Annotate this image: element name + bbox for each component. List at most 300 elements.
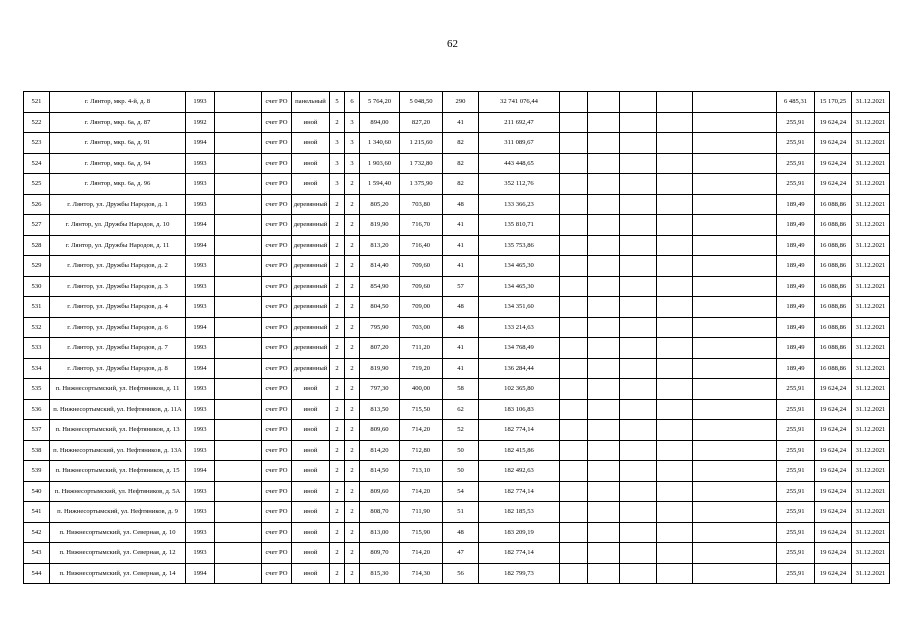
address-cell: п. Нижнесортымский, ул. Северная, д. 12 [50,543,186,564]
year-cell: 1994 [186,133,215,154]
empty-cell [657,420,693,441]
date-cell: 31.12.2021 [852,317,890,338]
entrances-cell: 2 [345,174,360,195]
floors-cell: 2 [330,215,345,236]
rate-cell: 255,91 [777,481,815,502]
address-cell: г. Лянтор, ул. Дружбы Народов, д. 8 [50,358,186,379]
address-cell: п. Нижнесортымский, ул. Северная, д. 10 [50,522,186,543]
empty-cell [657,153,693,174]
page-number: 62 [447,38,458,50]
cost-cell: 134 465,30 [479,256,560,277]
floors-cell: 2 [330,256,345,277]
empty-cell [657,215,693,236]
empty-cell [215,92,262,113]
empty-cell [657,92,693,113]
empty-cell [657,174,693,195]
max-cost-cell: 19 624,24 [815,440,852,461]
empty-cell [693,379,777,400]
empty-cell [215,420,262,441]
area-total-cell: 814,50 [360,461,400,482]
wall-material-cell: иной [292,420,330,441]
funding-method-cell: счет РО [262,338,292,359]
empty-cell [215,133,262,154]
empty-cell [560,420,588,441]
rate-cell: 189,49 [777,235,815,256]
floors-cell: 2 [330,297,345,318]
date-cell: 31.12.2021 [852,133,890,154]
address-cell: г. Лянтор, ул. Дружбы Народов, д. 7 [50,338,186,359]
max-cost-cell: 19 624,24 [815,133,852,154]
empty-cell [620,481,657,502]
empty-cell [693,112,777,133]
area-total-cell: 795,90 [360,317,400,338]
max-cost-cell: 19 624,24 [815,502,852,523]
cost-cell: 135 810,71 [479,215,560,236]
rate-cell: 189,49 [777,338,815,359]
row-number: 521 [24,92,50,113]
empty-cell [560,153,588,174]
year-cell: 1993 [186,543,215,564]
cost-cell: 134 465,30 [479,276,560,297]
empty-cell [620,440,657,461]
row-number: 535 [24,379,50,400]
max-cost-cell: 16 088,86 [815,235,852,256]
date-cell: 31.12.2021 [852,481,890,502]
wall-material-cell: иной [292,543,330,564]
entrances-cell: 2 [345,215,360,236]
empty-cell [588,522,620,543]
area-living-cell: 716,40 [400,235,443,256]
rate-cell: 255,91 [777,502,815,523]
empty-cell [215,502,262,523]
address-cell: г. Лянтор, мкр. 6а, д. 91 [50,133,186,154]
funding-method-cell: счет РО [262,502,292,523]
empty-cell [620,256,657,277]
residents-cell: 54 [443,481,479,502]
max-cost-cell: 19 624,24 [815,420,852,441]
entrances-cell: 2 [345,276,360,297]
table-body [24,92,890,584]
entrances-cell: 3 [345,133,360,154]
residents-cell: 41 [443,112,479,133]
area-living-cell: 703,00 [400,317,443,338]
rate-cell: 6 485,31 [777,92,815,113]
floors-cell: 2 [330,502,345,523]
empty-cell [215,481,262,502]
year-cell: 1992 [186,112,215,133]
wall-material-cell: деревянный [292,358,330,379]
funding-method-cell: счет РО [262,92,292,113]
funding-method-cell: счет РО [262,235,292,256]
empty-cell [693,92,777,113]
empty-cell [588,276,620,297]
empty-cell [657,522,693,543]
entrances-cell: 2 [345,297,360,318]
empty-cell [560,440,588,461]
rate-cell: 189,49 [777,256,815,277]
empty-cell [560,133,588,154]
empty-cell [620,461,657,482]
rate-cell: 255,91 [777,543,815,564]
empty-cell [560,563,588,584]
floors-cell: 2 [330,440,345,461]
empty-cell [215,297,262,318]
area-living-cell: 827,20 [400,112,443,133]
empty-cell [588,543,620,564]
floors-cell: 3 [330,133,345,154]
date-cell: 31.12.2021 [852,379,890,400]
table-row [24,358,890,379]
row-number: 543 [24,543,50,564]
table-row [24,276,890,297]
area-total-cell: 804,50 [360,297,400,318]
year-cell: 1993 [186,92,215,113]
empty-cell [620,563,657,584]
entrances-cell: 2 [345,379,360,400]
area-total-cell: 819,90 [360,215,400,236]
address-cell: п. Нижнесортымский, ул. Нефтяников, д. 11 [50,379,186,400]
row-number: 534 [24,358,50,379]
entrances-cell: 2 [345,194,360,215]
address-cell: п. Нижнесортымский, ул. Нефтяников, д. 15 [50,461,186,482]
entrances-cell: 2 [345,440,360,461]
date-cell: 31.12.2021 [852,440,890,461]
entrances-cell: 2 [345,317,360,338]
cost-cell: 182 492,63 [479,461,560,482]
row-number: 529 [24,256,50,277]
residents-cell: 41 [443,338,479,359]
table-row [24,563,890,584]
empty-cell [657,461,693,482]
table-row [24,461,890,482]
rate-cell: 255,91 [777,112,815,133]
empty-cell [693,256,777,277]
empty-cell [588,379,620,400]
address-cell: г. Лянтор, мкр. 4-й, д. 8 [50,92,186,113]
entrances-cell: 2 [345,522,360,543]
year-cell: 1993 [186,338,215,359]
floors-cell: 2 [330,379,345,400]
area-living-cell: 703,80 [400,194,443,215]
floors-cell: 2 [330,358,345,379]
address-cell: г. Лянтор, ул. Дружбы Народов, д. 4 [50,297,186,318]
address-cell: г. Лянтор, ул. Дружбы Народов, д. 10 [50,215,186,236]
residents-cell: 51 [443,502,479,523]
empty-cell [588,338,620,359]
rate-cell: 189,49 [777,317,815,338]
row-number: 523 [24,133,50,154]
cost-cell: 182 774,14 [479,481,560,502]
wall-material-cell: иной [292,399,330,420]
row-number: 527 [24,215,50,236]
wall-material-cell: деревянный [292,338,330,359]
cost-cell: 133 366,23 [479,194,560,215]
wall-material-cell: деревянный [292,215,330,236]
area-living-cell: 711,90 [400,502,443,523]
rate-cell: 189,49 [777,276,815,297]
wall-material-cell: иной [292,522,330,543]
table-row [24,153,890,174]
empty-cell [560,338,588,359]
date-cell: 31.12.2021 [852,502,890,523]
empty-cell [588,133,620,154]
max-cost-cell: 16 088,86 [815,256,852,277]
row-number: 533 [24,338,50,359]
empty-cell [620,317,657,338]
wall-material-cell: деревянный [292,194,330,215]
cost-cell: 136 284,44 [479,358,560,379]
cost-cell: 211 692,47 [479,112,560,133]
year-cell: 1993 [186,297,215,318]
empty-cell [657,563,693,584]
row-number: 528 [24,235,50,256]
row-number: 536 [24,399,50,420]
residents-cell: 57 [443,276,479,297]
wall-material-cell: иной [292,133,330,154]
year-cell: 1993 [186,276,215,297]
empty-cell [588,215,620,236]
empty-cell [693,522,777,543]
empty-cell [657,276,693,297]
max-cost-cell: 19 624,24 [815,153,852,174]
entrances-cell: 2 [345,502,360,523]
address-cell: г. Лянтор, ул. Дружбы Народов, д. 11 [50,235,186,256]
empty-cell [215,563,262,584]
cost-cell: 134 768,49 [479,338,560,359]
residents-cell: 50 [443,461,479,482]
area-living-cell: 716,70 [400,215,443,236]
area-total-cell: 813,00 [360,522,400,543]
rate-cell: 255,91 [777,153,815,174]
table-row [24,112,890,133]
empty-cell [215,153,262,174]
floors-cell: 2 [330,317,345,338]
empty-cell [215,543,262,564]
empty-cell [560,92,588,113]
year-cell: 1993 [186,440,215,461]
empty-cell [215,215,262,236]
max-cost-cell: 19 624,24 [815,481,852,502]
empty-cell [560,256,588,277]
empty-cell [588,256,620,277]
max-cost-cell: 19 624,24 [815,399,852,420]
year-cell: 1994 [186,461,215,482]
address-cell: г. Лянтор, ул. Дружбы Народов, д. 3 [50,276,186,297]
address-cell: п. Нижнесортымский, ул. Нефтяников, д. 13А [50,440,186,461]
table-row [24,194,890,215]
area-living-cell: 714,20 [400,543,443,564]
wall-material-cell: деревянный [292,276,330,297]
empty-cell [588,440,620,461]
empty-cell [657,256,693,277]
area-total-cell: 807,20 [360,338,400,359]
address-cell: п. Нижнесортымский, ул. Северная, д. 14 [50,563,186,584]
empty-cell [215,440,262,461]
empty-cell [588,502,620,523]
entrances-cell: 2 [345,543,360,564]
wall-material-cell: деревянный [292,256,330,277]
residents-cell: 82 [443,153,479,174]
rate-cell: 255,91 [777,420,815,441]
residents-cell: 48 [443,194,479,215]
year-cell: 1993 [186,153,215,174]
date-cell: 31.12.2021 [852,399,890,420]
address-cell: п. Нижнесортымский, ул. Нефтяников, д. 9 [50,502,186,523]
max-cost-cell: 19 624,24 [815,543,852,564]
empty-cell [560,174,588,195]
wall-material-cell: иной [292,112,330,133]
floors-cell: 2 [330,420,345,441]
wall-material-cell: деревянный [292,317,330,338]
year-cell: 1994 [186,563,215,584]
area-living-cell: 715,90 [400,522,443,543]
empty-cell [620,194,657,215]
residents-cell: 41 [443,215,479,236]
area-total-cell: 808,70 [360,502,400,523]
area-total-cell: 814,40 [360,256,400,277]
date-cell: 31.12.2021 [852,256,890,277]
entrances-cell: 3 [345,153,360,174]
area-total-cell: 809,60 [360,481,400,502]
entrances-cell: 2 [345,399,360,420]
area-living-cell: 5 048,50 [400,92,443,113]
empty-cell [620,215,657,236]
wall-material-cell: иной [292,461,330,482]
area-total-cell: 809,60 [360,420,400,441]
residents-cell: 41 [443,358,479,379]
empty-cell [560,276,588,297]
row-number: 532 [24,317,50,338]
empty-cell [693,338,777,359]
area-living-cell: 714,20 [400,420,443,441]
empty-cell [620,276,657,297]
empty-cell [560,297,588,318]
address-cell: п. Нижнесортымский, ул. Нефтяников, д. 13 [50,420,186,441]
residents-cell: 50 [443,440,479,461]
empty-cell [588,358,620,379]
max-cost-cell: 19 624,24 [815,379,852,400]
empty-cell [215,256,262,277]
area-living-cell: 1 375,90 [400,174,443,195]
rate-cell: 255,91 [777,379,815,400]
residents-cell: 41 [443,235,479,256]
empty-cell [588,194,620,215]
year-cell: 1993 [186,399,215,420]
cost-cell: 352 112,76 [479,174,560,195]
empty-cell [693,297,777,318]
table-row [24,256,890,277]
max-cost-cell: 16 088,86 [815,338,852,359]
table-row [24,502,890,523]
year-cell: 1994 [186,358,215,379]
floors-cell: 2 [330,543,345,564]
year-cell: 1993 [186,481,215,502]
empty-cell [657,133,693,154]
empty-cell [693,153,777,174]
entrances-cell: 2 [345,235,360,256]
empty-cell [620,153,657,174]
area-total-cell: 854,90 [360,276,400,297]
table-row [24,92,890,113]
empty-cell [560,194,588,215]
max-cost-cell: 19 624,24 [815,461,852,482]
entrances-cell: 2 [345,256,360,277]
empty-cell [693,543,777,564]
empty-cell [620,235,657,256]
residents-cell: 62 [443,399,479,420]
floors-cell: 2 [330,461,345,482]
entrances-cell: 3 [345,112,360,133]
residents-cell: 48 [443,317,479,338]
entrances-cell: 2 [345,420,360,441]
address-cell: г. Лянтор, мкр. 6а, д. 96 [50,174,186,195]
address-cell: г. Лянтор, ул. Дружбы Народов, д. 2 [50,256,186,277]
rate-cell: 255,91 [777,440,815,461]
address-cell: г. Лянтор, мкр. 6а, д. 94 [50,153,186,174]
floors-cell: 2 [330,563,345,584]
residents-cell: 48 [443,297,479,318]
entrances-cell: 2 [345,358,360,379]
date-cell: 31.12.2021 [852,543,890,564]
rate-cell: 255,91 [777,174,815,195]
max-cost-cell: 16 088,86 [815,276,852,297]
address-cell: г. Лянтор, ул. Дружбы Народов, д. 6 [50,317,186,338]
table-row [24,235,890,256]
wall-material-cell: иной [292,153,330,174]
date-cell: 31.12.2021 [852,153,890,174]
empty-cell [693,563,777,584]
funding-method-cell: счет РО [262,563,292,584]
funding-method-cell: счет РО [262,379,292,400]
funding-method-cell: счет РО [262,522,292,543]
rate-cell: 189,49 [777,194,815,215]
empty-cell [693,358,777,379]
floors-cell: 2 [330,338,345,359]
date-cell: 31.12.2021 [852,563,890,584]
empty-cell [560,543,588,564]
date-cell: 31.12.2021 [852,522,890,543]
empty-cell [693,174,777,195]
empty-cell [657,358,693,379]
funding-method-cell: счет РО [262,481,292,502]
date-cell: 31.12.2021 [852,235,890,256]
funding-method-cell: счет РО [262,297,292,318]
floors-cell: 2 [330,112,345,133]
empty-cell [215,112,262,133]
cost-cell: 182 774,14 [479,420,560,441]
wall-material-cell: панельный [292,92,330,113]
max-cost-cell: 16 088,86 [815,194,852,215]
funding-method-cell: счет РО [262,133,292,154]
cost-cell: 183 209,19 [479,522,560,543]
wall-material-cell: деревянный [292,297,330,318]
row-number: 542 [24,522,50,543]
floors-cell: 2 [330,235,345,256]
empty-cell [657,481,693,502]
year-cell: 1993 [186,194,215,215]
empty-cell [693,317,777,338]
max-cost-cell: 19 624,24 [815,563,852,584]
rate-cell: 189,49 [777,297,815,318]
residents-cell: 82 [443,133,479,154]
area-total-cell: 813,20 [360,235,400,256]
empty-cell [560,502,588,523]
area-living-cell: 714,20 [400,481,443,502]
empty-cell [657,543,693,564]
funding-method-cell: счет РО [262,543,292,564]
table-row [24,522,890,543]
empty-cell [620,112,657,133]
